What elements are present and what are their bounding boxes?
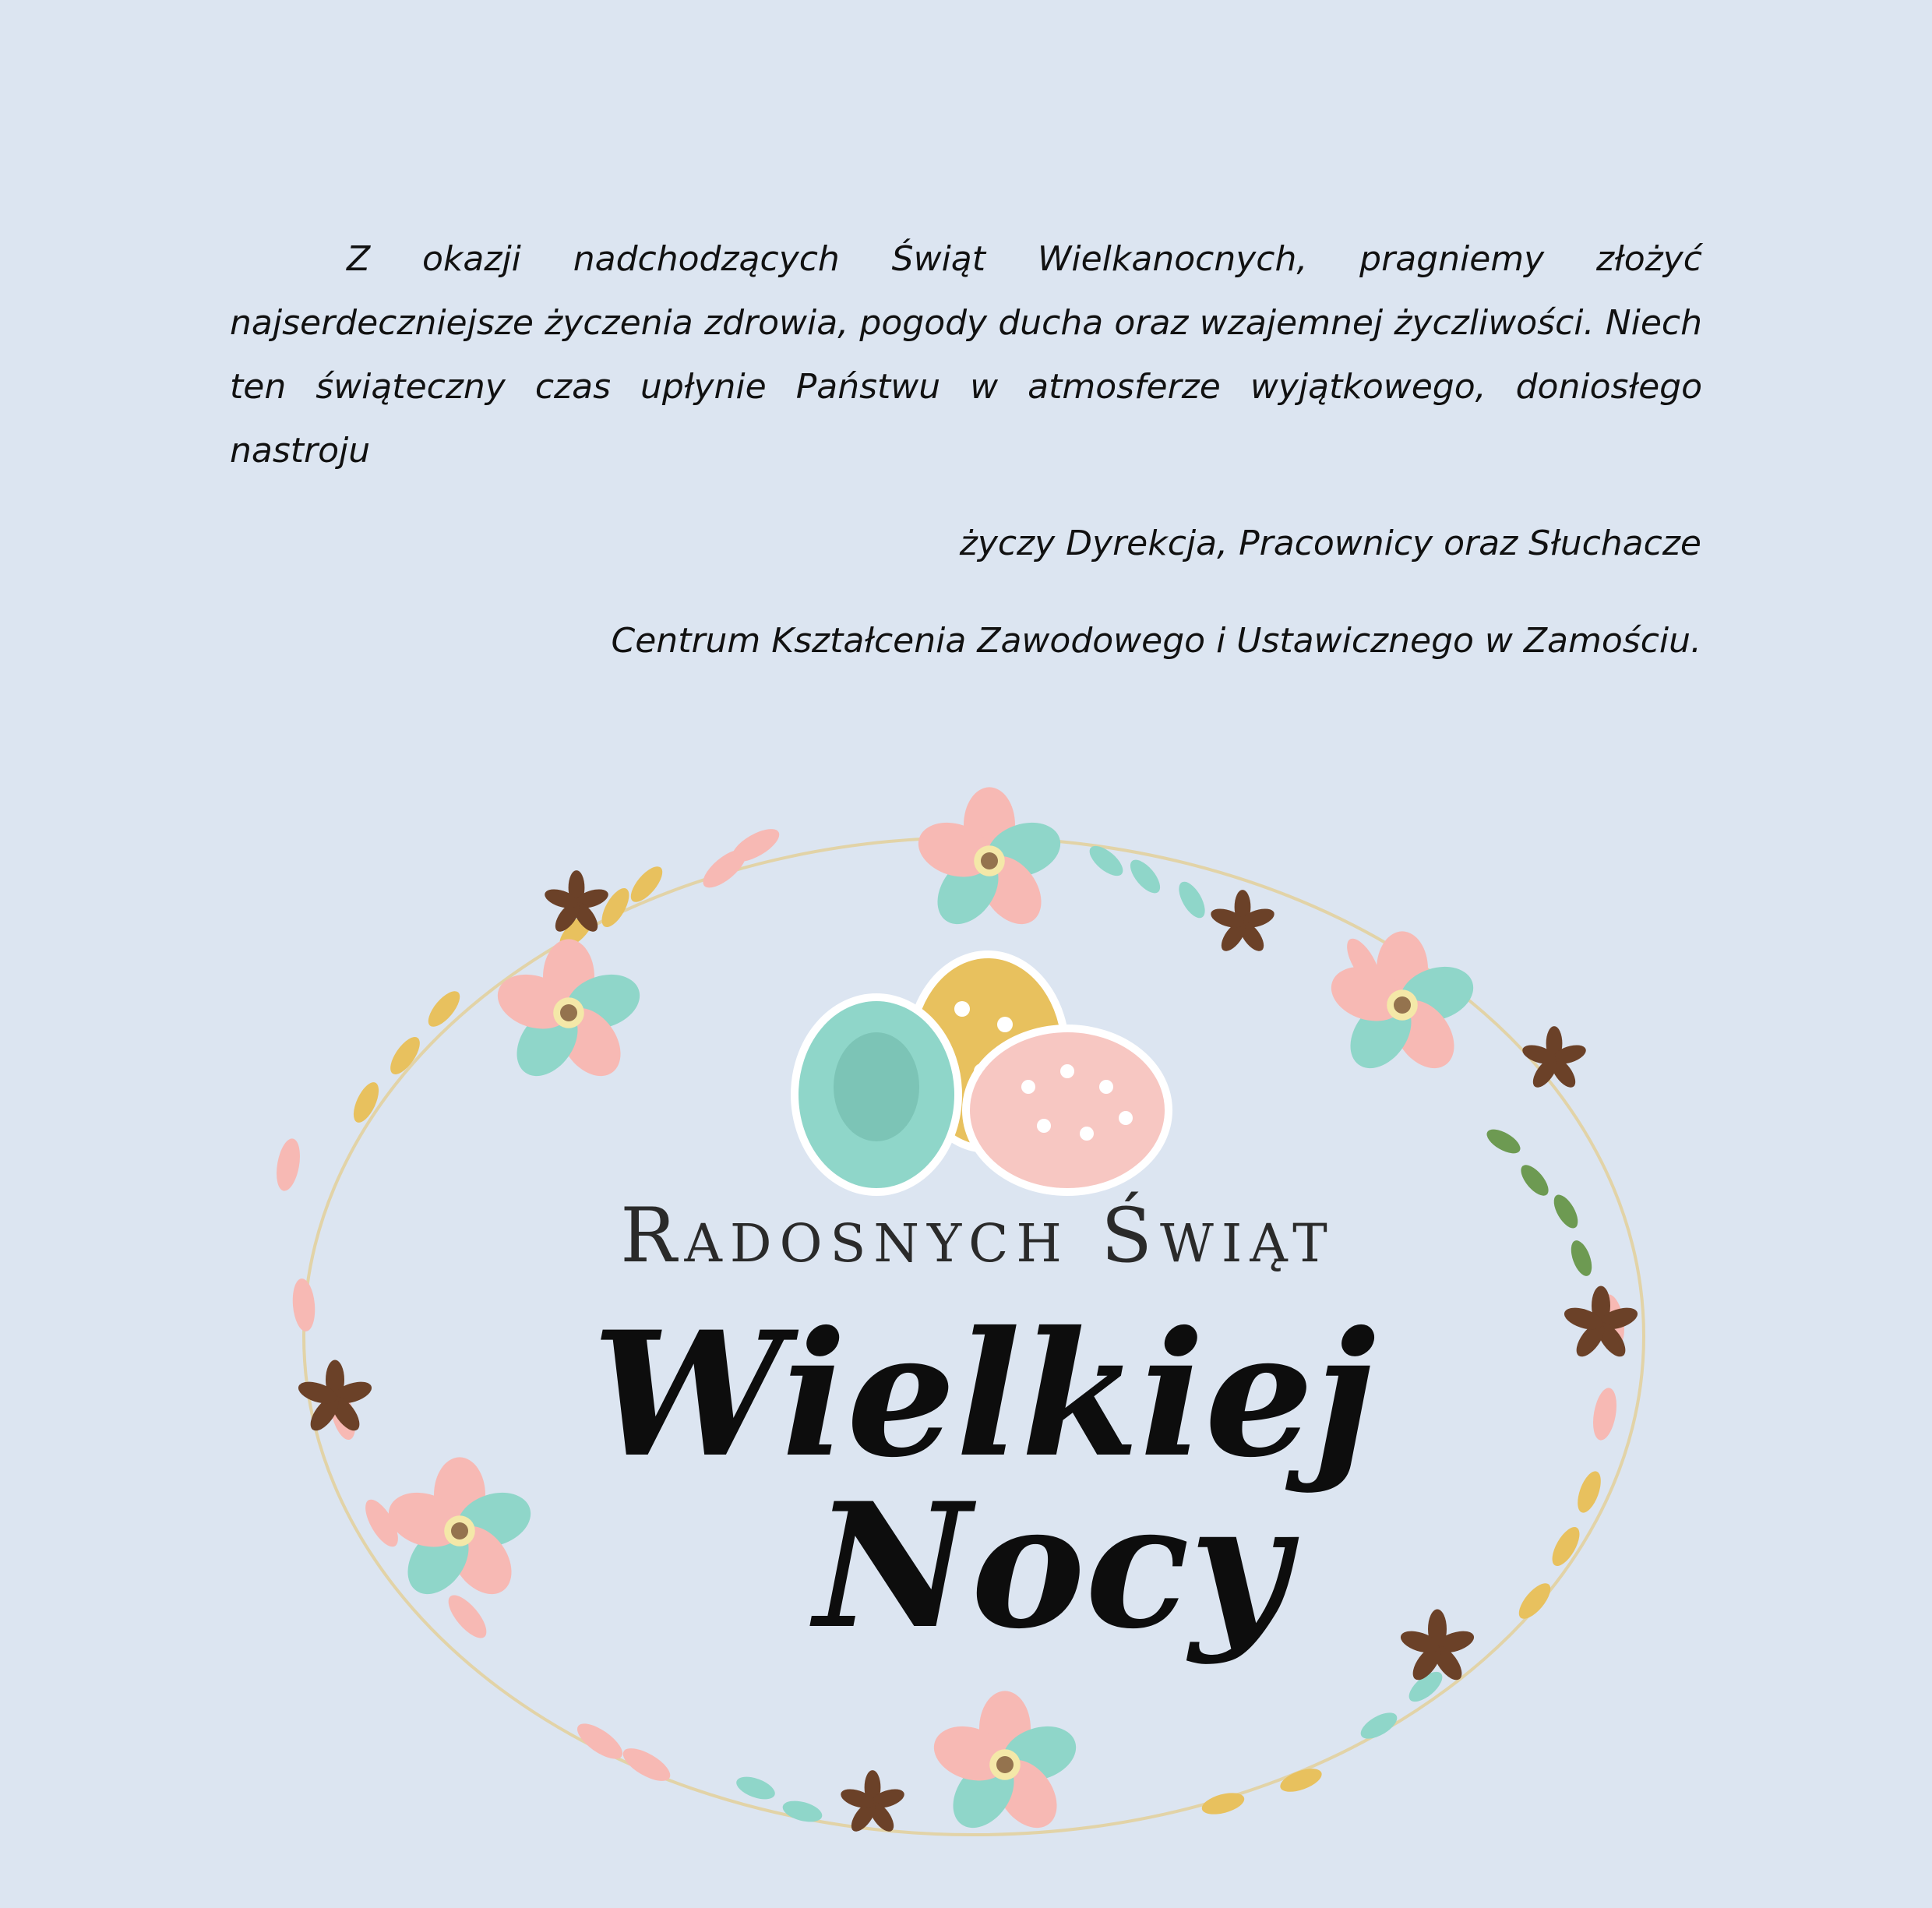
greeting-body: Z okazji nadchodzących Świąt Wielkanocnych, pragniemy złożyć najserdeczniejsze życzenia zdrowia, pogody ducha oraz wzajemnej życzliwości. Niech ten świąteczny czas upłynie Państwu w atmosferze wyjątkowego, doniosłego nastroju xyxy=(230,239,1702,471)
brown-blossom-icon xyxy=(1208,890,1276,955)
brown-blossom-icon xyxy=(1520,1026,1588,1092)
signature-line-1: życzy Dyrekcja, Pracownicy oraz Słuchacze xyxy=(959,524,1701,563)
flower-icon xyxy=(911,787,1067,936)
card-title-line-3: Nocy xyxy=(814,1465,1289,1666)
flower-icon xyxy=(382,1457,538,1606)
flower-icon xyxy=(1324,931,1480,1080)
flower-icon xyxy=(927,1691,1083,1839)
easter-eggs-illustration xyxy=(795,954,1169,1192)
greeting-text xyxy=(230,227,1702,483)
flower-icon xyxy=(491,939,647,1088)
card-title-line-1: Radosnych Świąt xyxy=(620,1192,1335,1279)
card-title-line-2: Wielkiej xyxy=(592,1293,1376,1495)
signature-line-2: Centrum Kształcenia Zawodowego i Ustawicznego w Zamościu. xyxy=(611,621,1701,661)
brown-blossom-icon xyxy=(1562,1286,1641,1362)
